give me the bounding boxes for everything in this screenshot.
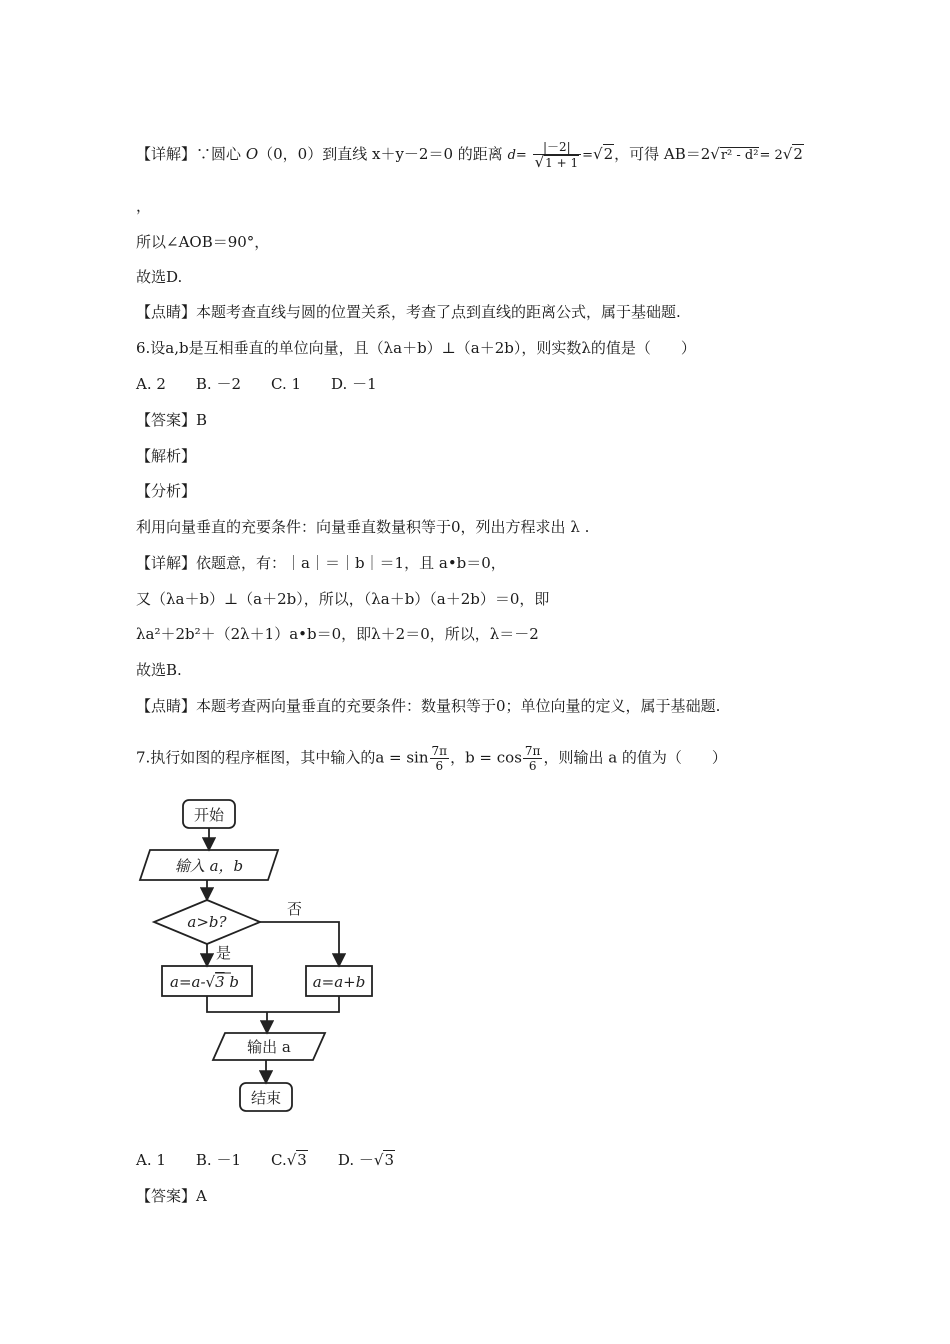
sqrt-content: 2: [603, 145, 614, 163]
q6-choose: 故选B.: [136, 661, 182, 679]
end-label: 结束: [250, 1089, 282, 1107]
q6-detail-3: λa²＋2b²＋（2λ＋1）a•b＝0，即λ＋2＝0，所以，λ＝－2: [136, 625, 539, 643]
cos-fraction: [523, 744, 543, 773]
no-label: 否: [287, 900, 303, 918]
math-symbol: =: [582, 148, 593, 163]
stem-text: ，b = cos: [450, 748, 522, 767]
detail-tag: 【详解】: [136, 554, 197, 572]
q6-detail-1: [136, 553, 506, 573]
detail-text: （0，0）到直线 x＋y－2＝0 的距离: [258, 145, 503, 163]
comment-tag: 【点睛】: [136, 303, 197, 321]
math-symbol: = 2: [759, 148, 783, 163]
detail-text: ∵圆心: [196, 145, 242, 163]
detail-tag: 【详解】: [136, 145, 197, 163]
angle-line: 所以∠AOB＝90°，: [136, 233, 270, 251]
sqrt-content: 3: [297, 1151, 307, 1169]
left-box-text: b: [224, 973, 240, 991]
start-label: 开始: [193, 806, 225, 824]
left-box-sqrt: 3: [215, 973, 225, 991]
options-text: A. 1 B. －1 C.: [136, 1151, 287, 1169]
answer-value: A: [196, 1187, 207, 1205]
q6-options: A. 2 B. －2 C. 1 D. －1: [136, 375, 377, 393]
answer-tag: 【答案】: [136, 1187, 197, 1205]
sqrt-content: 3: [384, 1151, 394, 1169]
math-symbol: =: [515, 148, 527, 163]
stray-comma: ，: [136, 197, 152, 215]
sqrt-content: r² - d²: [720, 148, 759, 163]
stem-text: 7.执行如图的程序框图，其中输入的a = sin: [136, 748, 429, 767]
comment-text: 本题考查两向量垂直的充要条件：数量积等于0；单位向量的定义，属于基础题.: [196, 697, 721, 715]
left-box-label: a=a-√3 b: [170, 973, 240, 991]
answer-tag: 【答案】: [136, 411, 197, 429]
q5-detail-line: 【详解】∵圆心 O（0，0）到直线 x＋y－2＝0 的距离 d= $\frac{|-2|}{√1 + 1}$ =√2，可得 AB＝2√r² - d²= 2√2: [136, 140, 803, 171]
sin-fraction: [430, 744, 450, 773]
q6-comment: [136, 696, 720, 716]
input-label: 输入 a，b: [174, 857, 244, 875]
q7-options: A. 1 B. －1 C.√3 D. －√3: [136, 1151, 394, 1169]
fraction-numerator: |－2|: [533, 140, 582, 155]
q6-fenxi-text: 利用向量垂直的充要条件：向量垂直数量积等于0，列出方程求出 λ .: [136, 518, 590, 536]
output-label: 输出 a: [247, 1038, 291, 1056]
q7-answer: [136, 1186, 207, 1206]
left-box-text: a=a-: [170, 973, 206, 991]
q6-stem: 6.设a,b是互相垂直的单位向量，且（λa＋b）⊥（a＋2b），则实数λ的值是（ ）: [136, 339, 696, 357]
sqrt-content: 1 + 1: [545, 156, 579, 170]
fraction-denominator: 6: [528, 759, 537, 773]
math-symbol: d: [507, 148, 516, 163]
q6-fenxi: 【分析】: [136, 482, 197, 500]
fraction-numerator: 7π: [431, 744, 448, 758]
q5-comment: [136, 302, 681, 322]
comment-tag: 【点睛】: [136, 697, 197, 715]
stem-text: ，则输出 a 的值为（ ）: [543, 748, 727, 767]
comment-text: 本题考查直线与圆的位置关系，考查了点到直线的距离公式，属于基础题.: [196, 303, 681, 321]
fraction-denominator: 6: [435, 759, 444, 773]
fraction-denominator: √1 + 1: [534, 153, 579, 171]
q6-answer: [136, 410, 207, 430]
options-text: D. －: [307, 1151, 374, 1169]
sqrt-content: 2: [793, 145, 803, 163]
q7-stem: [136, 744, 727, 773]
detail-text: ，可得 AB＝2: [614, 145, 711, 163]
point-label: O: [245, 145, 259, 163]
yes-label: 是: [216, 944, 232, 962]
right-box-label: a=a+b: [312, 973, 366, 991]
condition-label: a>b?: [187, 913, 227, 931]
detail-text: 依题意，有：｜a｜＝｜b｜＝1，且 a•b＝0，: [196, 554, 506, 572]
q5-choose: 故选D.: [136, 268, 183, 286]
q6-detail-2: 又（λa＋b）⊥（a＋2b），所以，（λa＋b）（a＋2b）＝0，即: [136, 590, 550, 608]
q6-jiexi: 【解析】: [136, 447, 197, 465]
fraction-numerator: 7π: [524, 744, 541, 758]
answer-value: B: [196, 411, 208, 429]
distance-fraction: [533, 140, 582, 170]
program-flowchart: [130, 790, 410, 1120]
